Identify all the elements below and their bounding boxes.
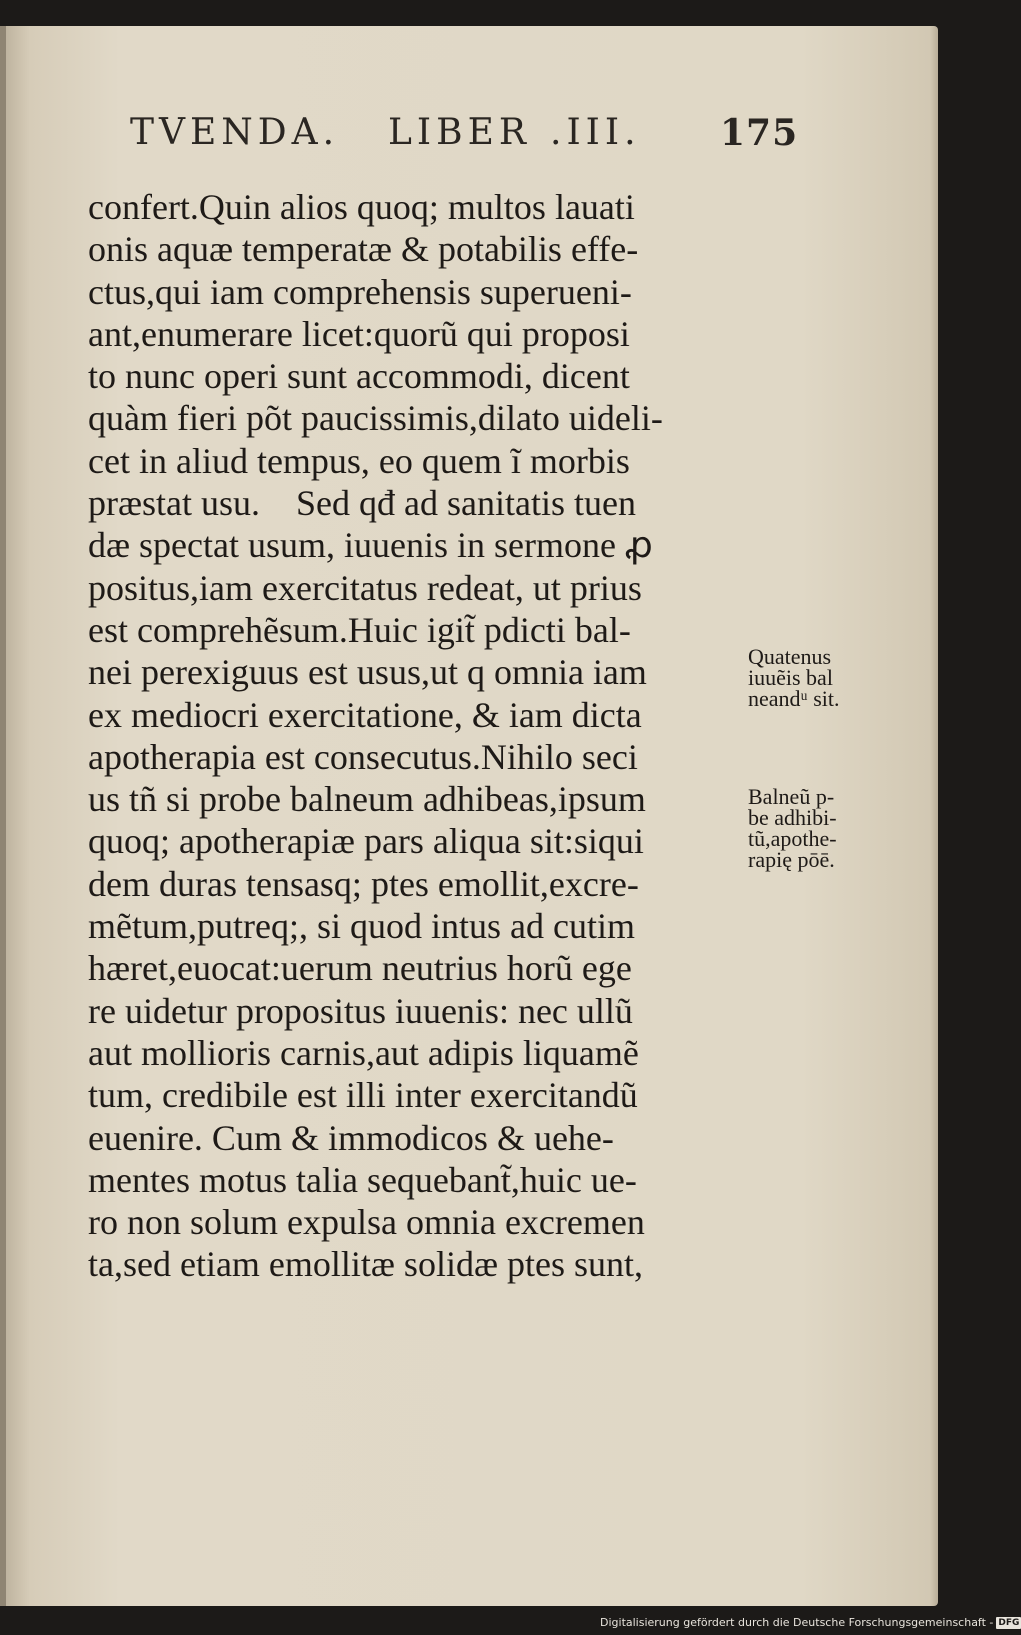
text-line: nei perexiguus est usus,ut q omnia iam [88,652,647,693]
text-line: est comprehẽsum.Huic igit̃ pdicti bal- [88,609,631,650]
text-line: mẽtum,putreq;, si quod intus ad cutim [88,906,635,947]
header-book-number: .III. [550,112,641,153]
text-line: ta,sed etiam emollitæ solidæ ptes sunt, [88,1244,643,1285]
text-line: quoq; apotherapiæ pars aliqua sit:siqui [88,821,644,862]
folio-number: 175 [720,112,799,154]
text-line: mentes motus talia sequebant̃,huic ue- [88,1159,637,1200]
text-line: re uidetur propositus iuuenis: nec ullũ [88,990,633,1031]
text-line: cet in aliud tempus, eo quem ĩ morbis [88,440,630,481]
marginal-note-line: tũ,apothe- [748,826,837,851]
text-line: aut mollioris carnis,aut adipis liquamẽ [88,1032,639,1073]
marginal-note-2 [748,786,858,870]
dfg-logo-icon: DFG [998,1618,1020,1628]
text-line: ant,enumerare licet:quorũ qui proposi [88,313,630,354]
marginal-note-line: Quatenus [748,644,832,669]
marginal-note-line: Balneũ p- [748,784,835,809]
text-line: euenire. Cum & immodicos & uehe- [88,1117,614,1158]
text-line: ro non solum expulsa omnia excremen [88,1202,645,1243]
text-line: ex mediocri exercitatione, & iam dicta [88,694,642,735]
marginal-note-line: be adhibi- [748,805,837,830]
marginal-note-line: rapię pōē. [748,847,835,872]
marginal-note-1 [748,646,858,709]
text-line: dem duras tensasq; ptes emollit,excre- [88,863,639,904]
running-header [130,112,800,162]
text-line: to nunc operi sunt accommodi, dicent [88,356,630,397]
body-text [88,186,728,1286]
header-title: TVENDA. [130,112,340,153]
text-line: tum, credibile est illi inter exercitandũ [88,1075,638,1116]
footer-credit-text: Digitalisierung gefördert durch die Deutsche Forschungsgemeinschaft - [600,1616,994,1629]
digitization-footer [600,1613,1020,1633]
text-line: confert.Quin alios quoq; multos lauati [88,187,635,227]
text-line: quàm fieri põt paucissimis,dilato uideli- [88,398,663,439]
text-line: us tñ si probe balneum adhibeas,ipsum [88,779,646,820]
text-line: præstat usu. Sed qđ ad sanitatis tuen [88,483,636,524]
marginal-note-line: iuuẽis bal [748,665,833,690]
text-line: dæ spectat usum, iuuenis in sermone ꝓ [88,525,653,566]
book-page [0,26,938,1606]
text-line: ctus,qui iam comprehensis superueni- [88,271,632,312]
marginal-note-line: neandᵘ sit. [748,686,840,711]
header-book: LIBER [388,112,531,153]
text-line: onis aquæ temperatæ & potabilis effe- [88,229,639,270]
text-line: positus,iam exercitatus redeat, ut prius [88,567,642,608]
text-line: hæret,euocat:uerum neutrius horũ ege [88,948,632,989]
text-line: apotherapia est consecutus.Nihilo seci [88,736,638,777]
